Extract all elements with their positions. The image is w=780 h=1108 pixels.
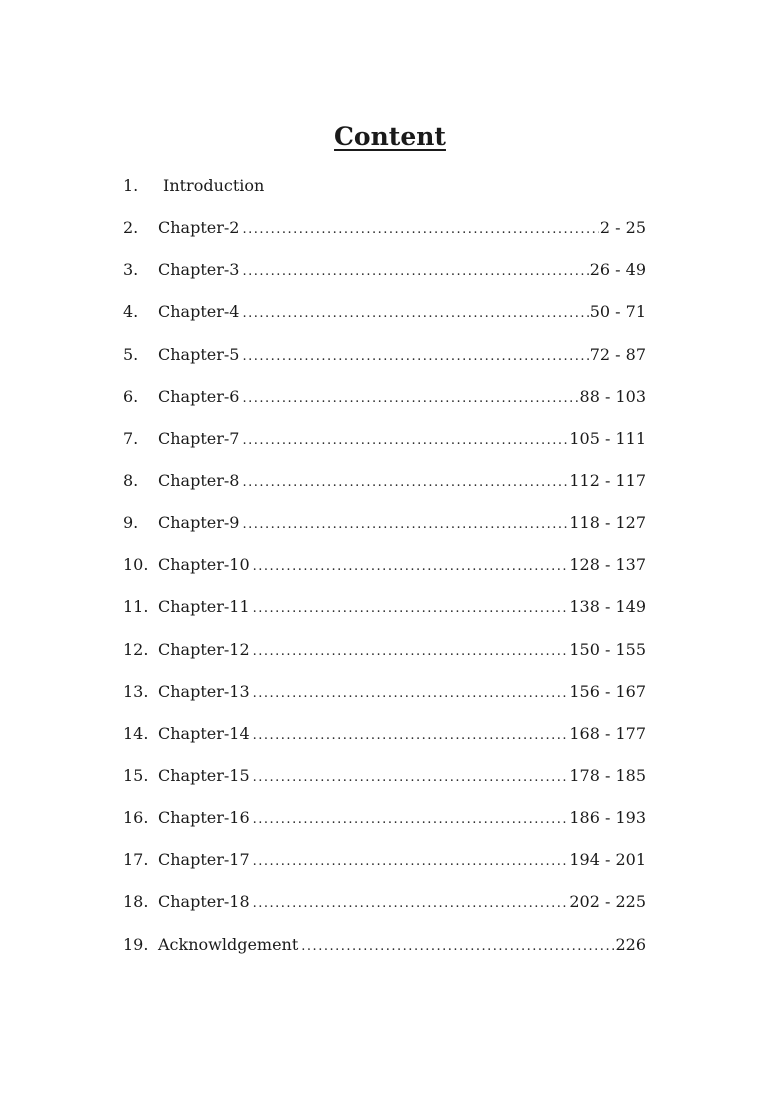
entry-label: Chapter-6 bbox=[158, 386, 240, 406]
entry-pages: 178 - 185 bbox=[569, 765, 646, 785]
entry-label: Chapter-7 bbox=[158, 428, 240, 448]
entry-label: Chapter-17 bbox=[158, 850, 250, 870]
entry-number: 4. bbox=[123, 302, 139, 322]
dot-leader bbox=[242, 475, 568, 490]
entry-pages: 186 - 193 bbox=[569, 808, 646, 828]
toc-entry bbox=[123, 345, 646, 387]
entry-number: 12. bbox=[123, 639, 149, 659]
entry-pages: 88 - 103 bbox=[579, 386, 646, 406]
entry-pages: 50 - 71 bbox=[589, 302, 646, 322]
toc-entry bbox=[123, 429, 646, 471]
entry-number: 8. bbox=[123, 470, 139, 490]
dot-leader bbox=[242, 433, 568, 448]
entry-pages: 168 - 177 bbox=[569, 723, 646, 743]
toc-entry bbox=[123, 302, 646, 344]
entry-label: Chapter-10 bbox=[158, 555, 250, 575]
entry-label: Acknowldgement bbox=[158, 934, 299, 954]
entry-pages: 105 - 111 bbox=[569, 428, 646, 448]
dot-leader bbox=[253, 728, 569, 743]
entry-pages: 118 - 127 bbox=[569, 513, 646, 533]
entry-pages: 194 - 201 bbox=[569, 850, 646, 870]
entry-label: Chapter-16 bbox=[158, 808, 250, 828]
entry-label: Chapter-11 bbox=[158, 597, 250, 617]
toc-entry bbox=[123, 513, 646, 555]
entry-number: 3. bbox=[123, 260, 139, 280]
entry-pages: 26 - 49 bbox=[589, 260, 646, 280]
toc-entry bbox=[123, 682, 646, 724]
entry-number: 18. bbox=[123, 892, 149, 912]
toc-entry bbox=[123, 471, 646, 513]
entry-number: 5. bbox=[123, 344, 139, 364]
entry-number: 2. bbox=[123, 218, 139, 238]
dot-leader bbox=[253, 770, 569, 785]
toc-entry bbox=[123, 808, 646, 850]
entry-label: Chapter-14 bbox=[158, 723, 250, 743]
toc-entry-acknowledgement bbox=[123, 935, 646, 977]
entry-pages: 128 - 137 bbox=[569, 555, 646, 575]
dot-leader bbox=[242, 349, 588, 364]
entry-number: 13. bbox=[123, 681, 149, 701]
entry-pages: 156 - 167 bbox=[569, 681, 646, 701]
entry-number: 15. bbox=[123, 765, 149, 785]
toc-entry bbox=[123, 640, 646, 682]
dot-leader bbox=[253, 812, 569, 827]
toc-entry bbox=[123, 766, 646, 808]
entry-number: 19. bbox=[123, 934, 149, 954]
table-of-contents bbox=[123, 176, 646, 977]
entry-label: Chapter-12 bbox=[158, 639, 250, 659]
toc-entry-introduction bbox=[123, 176, 646, 218]
entry-number: 1. bbox=[123, 176, 139, 195]
dot-leader bbox=[242, 391, 578, 406]
dot-leader bbox=[301, 939, 614, 954]
dot-leader bbox=[253, 896, 569, 911]
entry-label: Chapter-9 bbox=[158, 513, 240, 533]
entry-label: Chapter-3 bbox=[158, 260, 240, 280]
toc-entry bbox=[123, 850, 646, 892]
toc-entry bbox=[123, 597, 646, 639]
entry-number: 7. bbox=[123, 428, 139, 448]
entry-label: Chapter-15 bbox=[158, 765, 250, 785]
entry-number: 10. bbox=[123, 555, 149, 575]
entry-pages: 150 - 155 bbox=[569, 639, 646, 659]
entry-number: 14. bbox=[123, 723, 149, 743]
entry-pages: 138 - 149 bbox=[569, 597, 646, 617]
entry-label: Chapter-18 bbox=[158, 892, 250, 912]
entry-label: Chapter-13 bbox=[158, 681, 250, 701]
entry-number: 17. bbox=[123, 850, 149, 870]
dot-leader bbox=[242, 517, 568, 532]
toc-entry bbox=[123, 218, 646, 260]
entry-label: Introduction bbox=[163, 176, 265, 195]
entry-pages: 72 - 87 bbox=[589, 344, 646, 364]
dot-leader bbox=[253, 686, 569, 701]
dot-leader bbox=[253, 559, 569, 574]
page-title: Content bbox=[334, 122, 446, 151]
entry-number: 9. bbox=[123, 513, 139, 533]
toc-entry bbox=[123, 260, 646, 302]
entry-pages: 112 - 117 bbox=[569, 470, 646, 490]
entry-label: Chapter-8 bbox=[158, 470, 240, 490]
toc-entry bbox=[123, 555, 646, 597]
dot-leader bbox=[253, 854, 569, 869]
dot-leader bbox=[242, 222, 598, 237]
dot-leader bbox=[242, 264, 588, 279]
toc-entry bbox=[123, 724, 646, 766]
entry-label: Chapter-2 bbox=[158, 218, 240, 238]
entry-label: Chapter-5 bbox=[158, 344, 240, 364]
toc-entry bbox=[123, 892, 646, 934]
toc-entry bbox=[123, 387, 646, 429]
entry-pages: 202 - 225 bbox=[569, 892, 646, 912]
entry-number: 6. bbox=[123, 386, 139, 406]
entry-pages: 226 bbox=[615, 934, 646, 954]
dot-leader bbox=[253, 601, 569, 616]
dot-leader bbox=[242, 306, 588, 321]
entry-number: 16. bbox=[123, 808, 149, 828]
entry-label: Chapter-4 bbox=[158, 302, 240, 322]
dot-leader bbox=[253, 644, 569, 659]
entry-pages: 2 - 25 bbox=[599, 218, 646, 238]
entry-number: 11. bbox=[123, 597, 149, 617]
